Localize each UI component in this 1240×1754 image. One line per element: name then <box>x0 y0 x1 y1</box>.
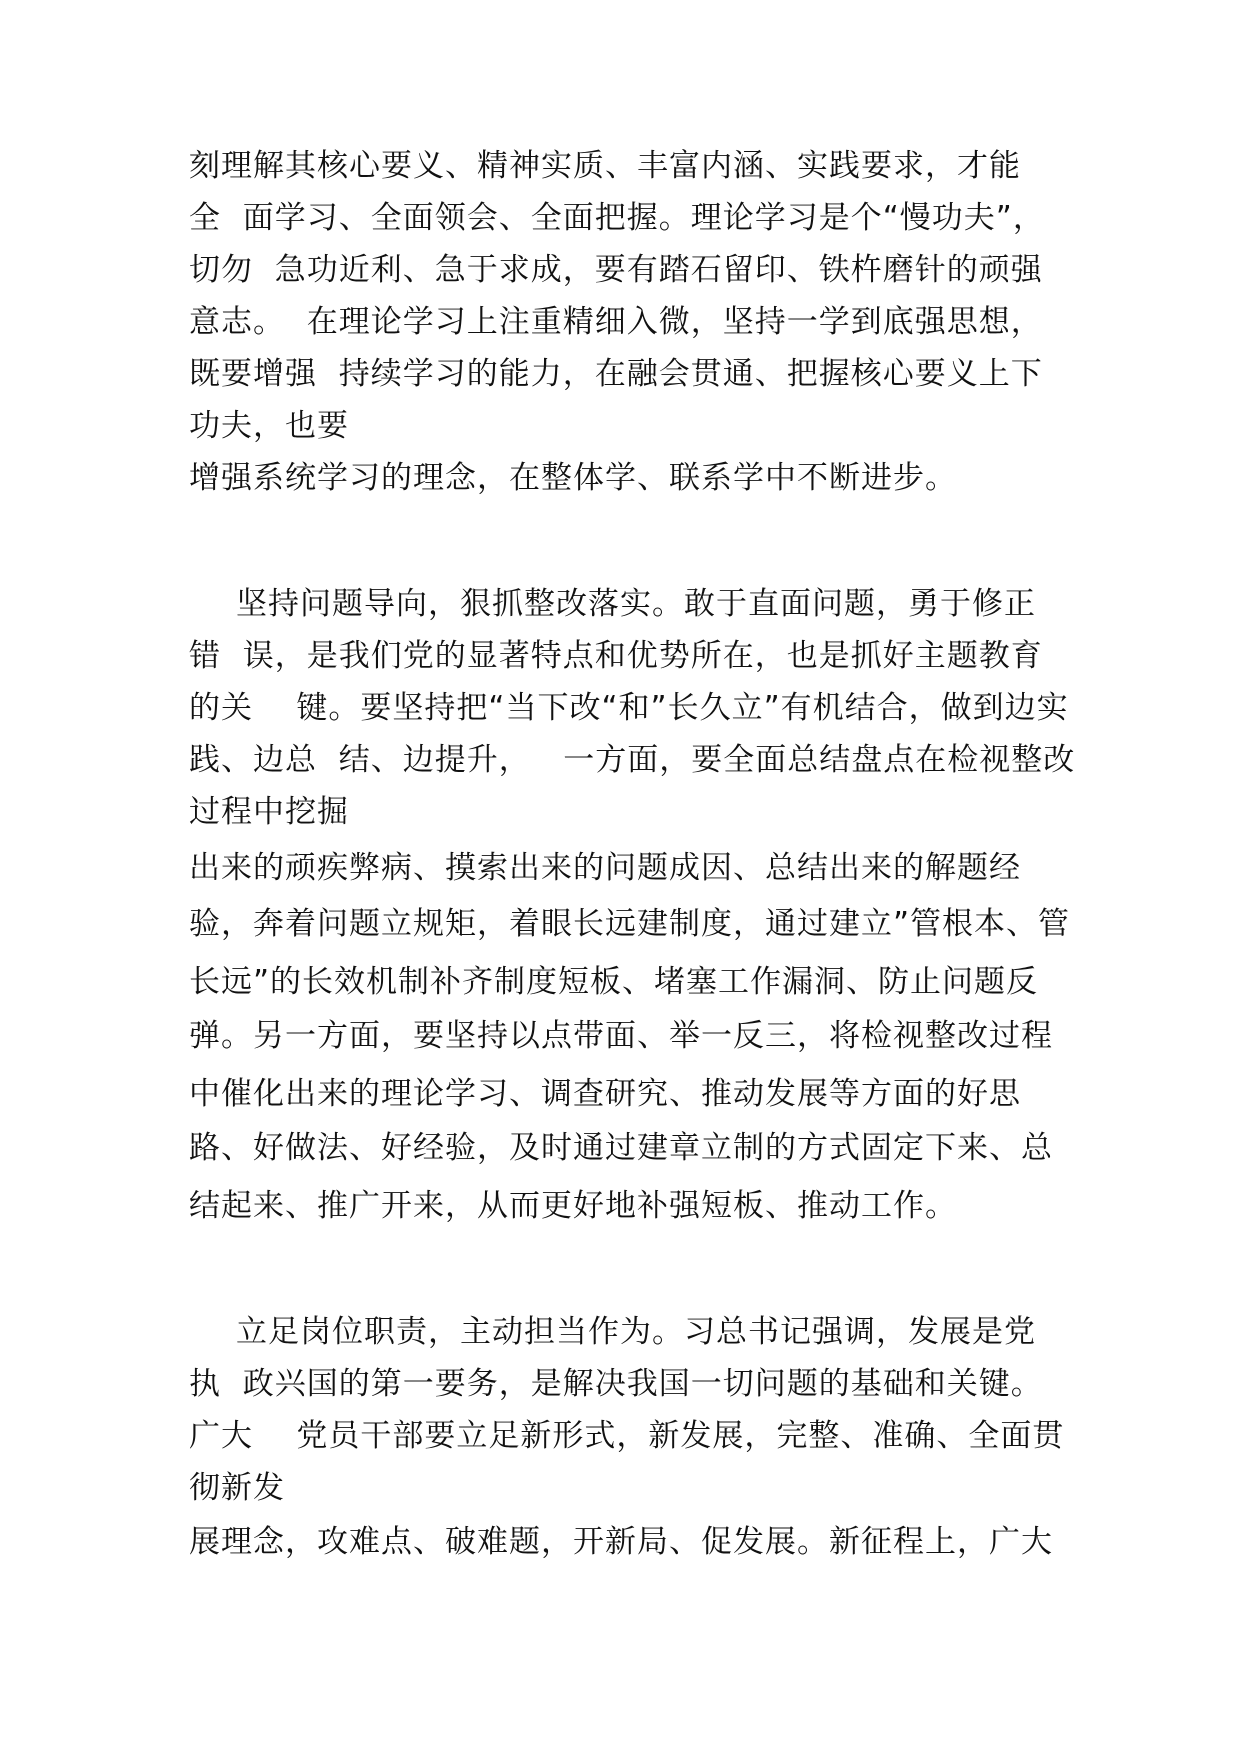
paragraph-3-line-3: 广大 党员干部要立足新形式，新发展，完整、准确、全面贯 <box>189 1418 1065 1454</box>
paragraph-2-line-7: 验，奔着问题立规矩，着眼长远建制度，通过建立”管根本、管 <box>189 906 1071 942</box>
paragraph-1-line-5: 既要增强 持续学习的能力，在融会贯通、把握核心要义上下 <box>189 356 1043 392</box>
paragraph-3-line-4: 彻新发 <box>189 1470 285 1506</box>
paragraph-2-line-1: 坚持问题导向，狠抓整改落实。敢于直面问题，勇于修正 <box>236 586 1036 622</box>
paragraph-2-line-12: 结起来、推广开来，从而更好地补强短板、推动工作。 <box>189 1188 957 1224</box>
paragraph-1-line-7: 增强系统学习的理念，在整体学、联系学中不断进步。 <box>189 460 957 496</box>
paragraph-2-line-4: 践、边总 结、边提升， 一方面，要全面总结盘点在检视整改 <box>189 742 1076 778</box>
paragraph-2-line-6: 出来的顽疾弊病、摸索出来的问题成因、总结出来的解题经 <box>189 850 1021 886</box>
paragraph-1-line-2: 全 面学习、全面领会、全面把握。理论学习是个“慢功夫”， <box>189 200 1045 236</box>
paragraph-2-line-9: 弹。另一方面，要坚持以点带面、举一反三，将检视整改过程 <box>189 1018 1053 1054</box>
paragraph-1-line-1: 刻理解其核心要义、精神实质、丰富内涵、实践要求，才能 <box>189 148 1021 184</box>
paragraph-2-line-3: 的关 键。要坚持把“当下改“和”长久立”有机结合，做到边实 <box>189 690 1069 726</box>
paragraph-1-line-4: 意志。 在理论学习上注重精细入微，坚持一学到底强思想， <box>189 304 1043 340</box>
paragraph-3-line-2: 执 政兴国的第一要务，是解决我国一切问题的基础和关键。 <box>189 1366 1043 1402</box>
paragraph-2-line-2: 错 误，是我们党的显著特点和优势所在，也是抓好主题教育 <box>189 638 1043 674</box>
paragraph-2-line-10: 中催化出来的理论学习、调查研究、推动发展等方面的好思 <box>189 1076 1021 1112</box>
paragraph-1-line-6: 功夫，也要 <box>189 408 349 444</box>
paragraph-1-line-3: 切勿 急功近利、急于求成，要有踏石留印、铁杵磨针的顽强 <box>189 252 1043 288</box>
paragraph-3-line-5: 展理念，攻难点、破难题，开新局、促发展。新征程上，广大 <box>189 1524 1053 1560</box>
paragraph-2-line-5: 过程中挖掘 <box>189 794 349 830</box>
paragraph-3-line-1: 立足岗位职责，主动担当作为。习总书记强调，发展是党 <box>236 1314 1036 1350</box>
paragraph-2-line-8: 长远”的长效机制补齐制度短板、堵塞工作漏洞、防止问题反 <box>189 964 1039 1000</box>
paragraph-2-line-11: 路、好做法、好经验，及时通过建章立制的方式固定下来、总 <box>189 1130 1053 1166</box>
